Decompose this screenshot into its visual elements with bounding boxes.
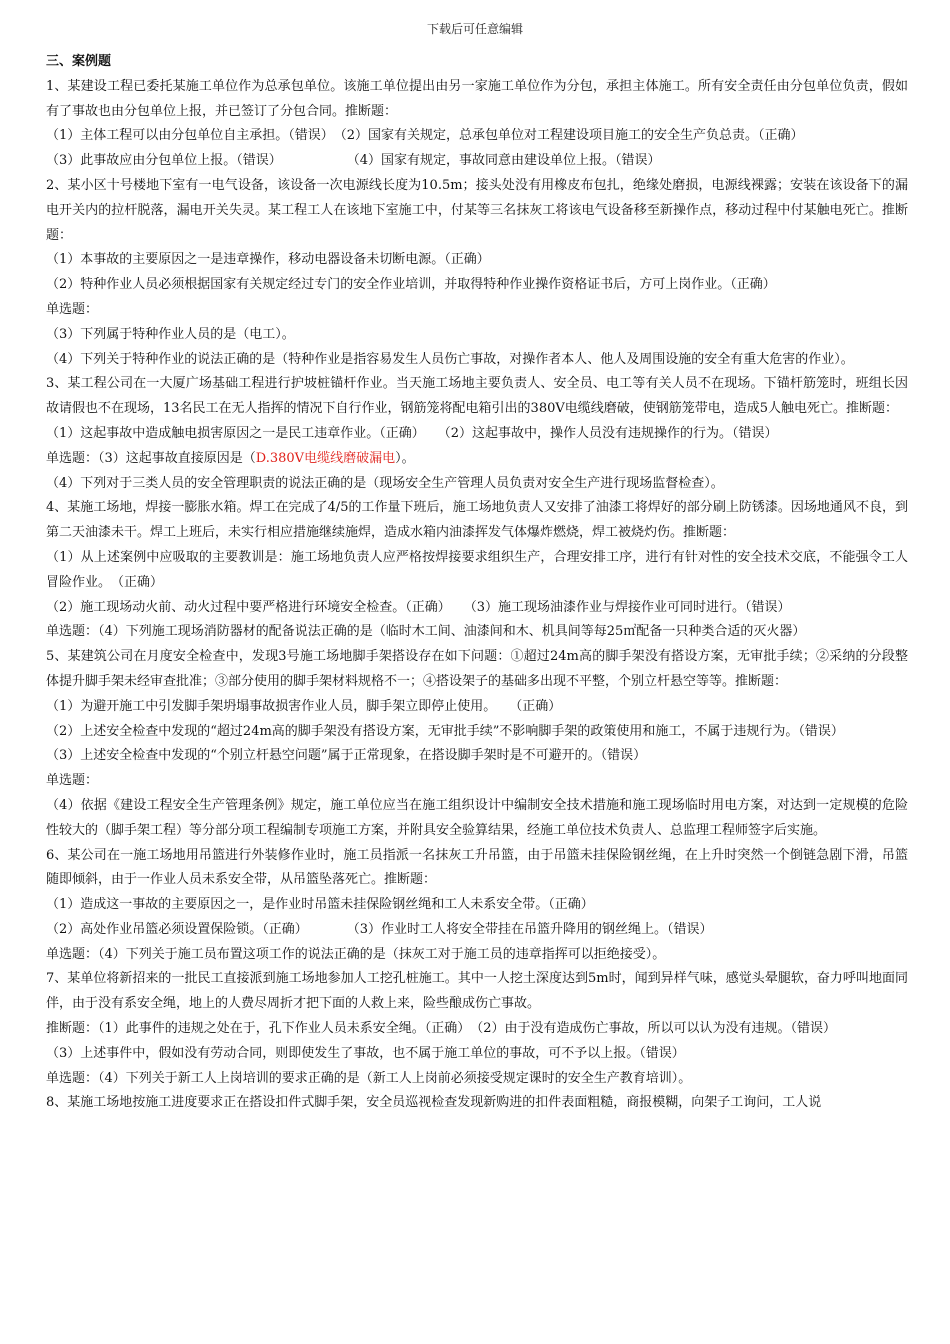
paragraph: （3）上述安全检查中发现的“个别立杆悬空问题”属于正常现象，在搭设脚手架时是不可避开的。（错误） — [46, 748, 647, 764]
document-body — [46, 50, 908, 1116]
section-title: 三、案例题 — [46, 54, 112, 69]
page-header: 下载后可任意编辑 — [426, 22, 523, 36]
paragraph: （3）上述事件中，假如没有劳动合同，则即使发生了事故，也不属于施工单位的事故，可不予以上报。（错误） — [46, 1045, 685, 1061]
paragraph: 单选题： — [46, 301, 99, 317]
paragraph: （4）依据《建设工程安全生产管理条例》规定，施工单位应当在施工组织设计中编制安全技术措施和施工现场临时用电方案，对达到一定规模的危险性较大的（脚手架工程）等分部分项工程编制专项施工方案，并附具安全验算结果，经施工单位技术负责人、总监理工程师签字后实施。 — [46, 797, 908, 838]
paragraph: （2）施工现场动火前、动火过程中要严格进行环境安全检查。（正确） （3）施工现场油漆作业与焊接作业可同时进行。（错误） — [46, 599, 791, 615]
paragraph: 3、某工程公司在一大厦广场基础工程进行护坡桩锚杆作业。当天施工场地主要负责人、安全员、电工等有关人员不在现场。下锚杆筋笼时，班组长因故请假也不在现场，13名民工在无人指挥的情况下自行作业，钢筋笼将配电箱引出的380V电缆线磨破，使钢筋笼带电，造成5人触电死亡。推断题： — [46, 376, 908, 417]
text: 单选题：（3）这起事故直接原因是（ — [46, 450, 256, 466]
paragraph: （2）特种作业人员必须根据国家有关规定经过专门的安全作业培训，并取得特种作业操作资格证书后，方可上岗作业。（正确） — [46, 277, 776, 293]
paragraph: 单选题：（4）下列施工现场消防器材的配备说法正确的是（临时木工间、油漆间和木、机具间等每25㎡配备一只种类合适的灭火器） — [46, 624, 806, 640]
paragraph-with-highlight — [46, 447, 908, 472]
paragraph: （1）主体工程可以由分包单位自主承担。（错误） （2）国家有关规定，总承包单位对工程建设项目施工的安全生产负总责。（正确） — [46, 128, 804, 144]
paragraph: （3）此事故应由分包单位上报。（错误） （4）国家有规定，事故同意由建设单位上报。（错误） — [46, 153, 661, 169]
text: ）。 — [395, 450, 415, 466]
paragraph: 5、某建筑公司在月度安全检查中，发现3号施工场地脚手架搭设存在如下问题：①超过24m高的脚手架没有搭设方案，无审批手续；②采纳的分段整体提升脚手架未经审查批准；③部分使用的脚手架材料规格不一；④搭设架子的基础多出现不平整，个别立杆悬空等等。推断题： — [46, 649, 908, 689]
paragraph: （2）上述安全检查中发现的“超过24m高的脚手架没有搭设方案，无审批手续”不影响脚手架的政策使用和施工，不属于违规行为。（错误） — [46, 723, 844, 739]
paragraph: 1、某建设工程已委托某施工单位作为总承包单位。该施工单位提出由另一家施工单位作为分包，承担主体施工。所有安全责任由分包单位负责，假如有了事故也由分包单位上报，并已签订了分包合同。推断题： — [46, 78, 908, 119]
paragraph: 单选题： — [46, 773, 99, 789]
paragraph: （1）这起事故中造成触电损害原因之一是民工违章作业。（正确） （2）这起事故中，操作人员没有违规操作的行为。（错误） — [46, 425, 778, 441]
paragraph: （4）下列对于三类人员的安全管理职责的说法正确的是（现场安全生产管理人员负责对安全生产进行现场监督检查）。 — [46, 475, 724, 491]
paragraph: （4）下列关于特种作业的说法正确的是（特种作业是指容易发生人员伤亡事故，对操作者本人、他人及周围设施的安全有重大危害的作业）。 — [46, 351, 854, 367]
paragraph: 7、某单位将新招来的一批民工直接派到施工场地参加人工挖孔桩施工。其中一人挖土深度达到5m时，闻到异样气味，感觉头晕腿软，奋力呼叫地面同伴，由于没有系安全绳，地上的人费尽周折才把下面的人救上来，险些酿成伤亡事故。 — [46, 971, 908, 1012]
paragraph: （1）造成这一事故的主要原因之一，是作业时吊篮未挂保险钢丝绳和工人未系安全带。（正确） — [46, 897, 594, 913]
paragraph: 推断题：（1）此事件的违规之处在于，孔下作业人员未系安全绳。（正确） （2）由于没有造成伤亡事故，所以可以认为没有违规。（错误） — [46, 1021, 837, 1037]
highlighted-answer: D.380V电缆线磨破漏电 — [255, 450, 396, 466]
paragraph: （1）本事故的主要原因之一是违章操作，移动电器设备未切断电源。（正确） — [46, 252, 490, 268]
paragraph: 6、某公司在一施工场地用吊篮进行外装修作业时，施工员指派一名抹灰工升吊篮，由于吊篮未挂保险钢丝绳，在上升时突然一个倒链急剧下滑，吊篮随即倾斜，由于一作业人员未系安全带，从吊篮坠落死亡。推断题： — [46, 847, 908, 888]
paragraph: 8、某施工场地按施工进度要求正在搭设扣件式脚手架，安全员巡视检查发现新购进的扣件表面粗糙，商报模糊，向架子工询问，工人说 — [46, 1095, 822, 1111]
paragraph: （3）下列属于特种作业人员的是（电工）。 — [46, 326, 295, 342]
paragraph: 单选题：（4）下列关于施工员布置这项工作的说法正确的是（抹灰工对于施工员的违章指挥可以拒绝接受）。 — [46, 946, 666, 962]
paragraph: 4、某施工场地，焊接一膨胀水箱。焊工在完成了4/5的工作量下班后，施工场地负责人又安排了油漆工将焊好的部分刷上防锈漆。因场地通风不良，到第二天油漆未干。焊工上班后，未实行相应措施继续施焊，造成水箱内油漆挥发气体爆炸燃烧，焊工被烧灼伤。推断题： — [46, 500, 908, 541]
paragraph: （2）高处作业吊篮必须设置保险锁。（正确） （3）作业时工人将安全带挂在吊篮升降用的钢丝绳上。（错误） — [46, 921, 713, 937]
paragraph: （1）从上述案例中应吸取的主要教训是：施工场地负责人应严格按焊接要求组织生产，合理安排工序，进行有针对性的安全技术交底，不能强令工人冒险作业。 （正确） — [46, 549, 908, 590]
paragraph: （1）为避开施工中引发脚手架坍塌事故损害作业人员，脚手架立即停止使用。 （正确） — [46, 698, 562, 714]
paragraph: 2、某小区十号楼地下室有一电气设备，该设备一次电源线长度为10.5m；接头处没有用橡皮布包扎，绝缘处磨损，电源线裸露；安装在该设备下的漏电开关内的拉杆脱落，漏电开关失灵。某工程工人在该地下室施工中，付某等三名抹灰工将该电气设备移至新操作点，移动过程中付某触电死亡。推断题： — [46, 177, 908, 243]
paragraph: 单选题：（4）下列关于新工人上岗培训的要求正确的是（新工人上岗前必须接受规定课时的安全生产教育培训）。 — [46, 1070, 692, 1086]
